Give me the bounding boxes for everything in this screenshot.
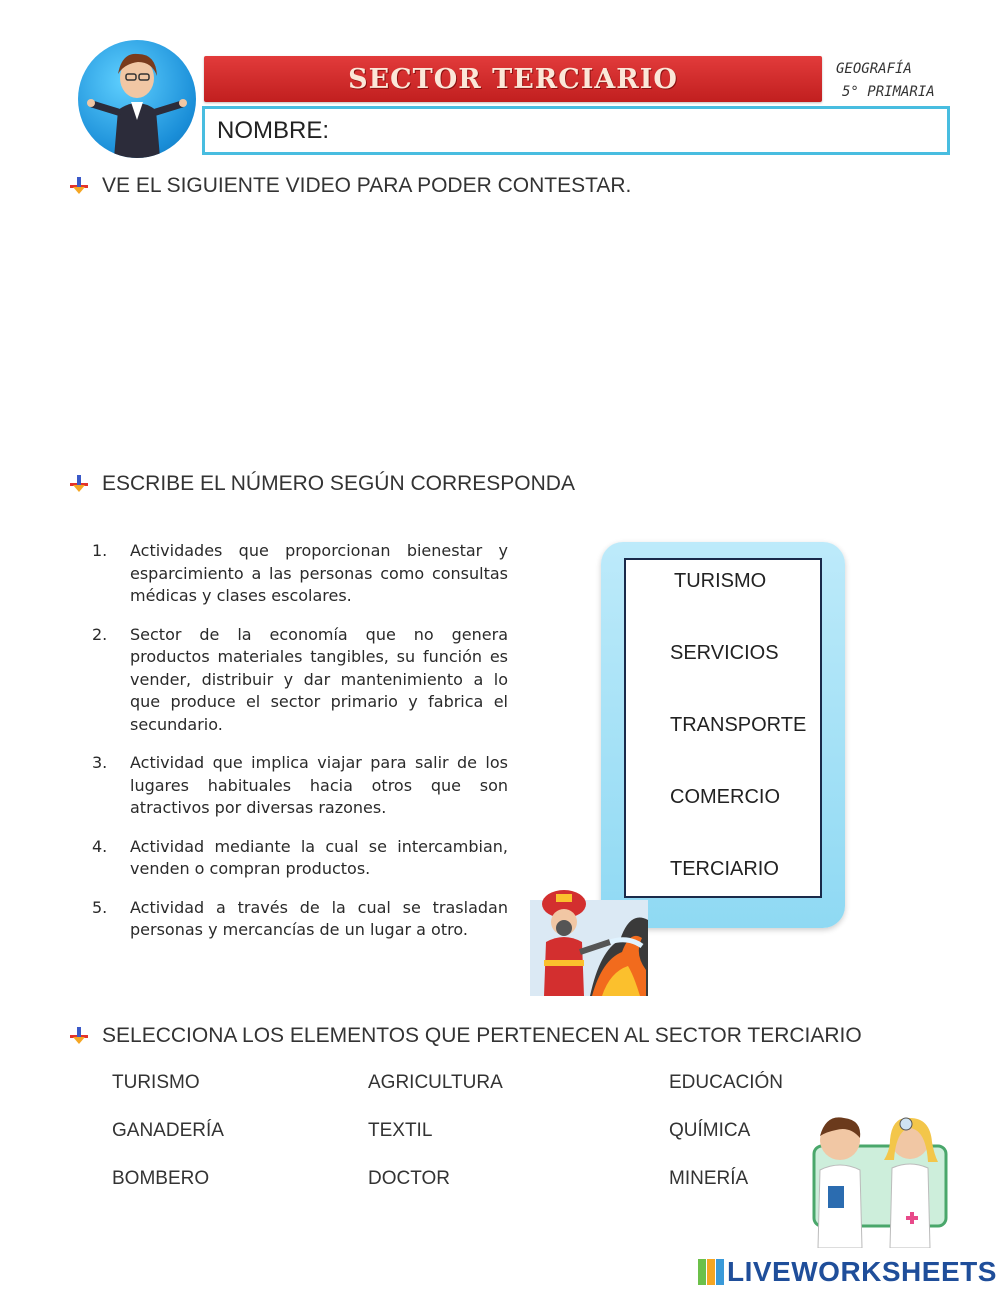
- word-terciario[interactable]: TERCIARIO: [670, 858, 779, 880]
- word-servicios[interactable]: SERVICIOS: [670, 642, 779, 664]
- arrow-bullet-icon: [70, 475, 88, 493]
- item-number: 4.: [92, 836, 108, 856]
- select-heading: [70, 1024, 862, 1048]
- teacher-illustration: [78, 40, 196, 158]
- teacher-avatar: [78, 40, 196, 158]
- firefighter-icon: [530, 880, 648, 996]
- video-placeholder[interactable]: [70, 210, 930, 450]
- option-textil[interactable]: TEXTIL: [368, 1120, 433, 1141]
- list-item: [92, 752, 508, 820]
- option-agricultura[interactable]: AGRICULTURA: [368, 1072, 503, 1093]
- list-item: [92, 836, 508, 881]
- item-number: 3.: [92, 753, 108, 772]
- subject-name: GEOGRAFÍA: [836, 61, 912, 77]
- numbers-heading: [70, 472, 575, 496]
- video-heading-text: VE EL SIGUIENTE VIDEO PARA PODER CONTESTAR.: [102, 174, 632, 197]
- option-quimica[interactable]: QUÍMICA: [669, 1120, 751, 1141]
- item-text: Actividad que implica viajar para salir de los lugares habituales hacia otros que son atractivos por diversas razones.: [130, 753, 508, 817]
- word-turismo[interactable]: TURISMO: [674, 570, 767, 592]
- word-transporte[interactable]: TRANSPORTE: [670, 714, 807, 736]
- item-number: 1.: [92, 541, 108, 560]
- liveworksheets-logo-icon: [698, 1259, 724, 1285]
- video-heading: [70, 174, 631, 198]
- option-educacion[interactable]: EDUCACIÓN: [669, 1072, 784, 1093]
- list-item: [92, 897, 508, 942]
- select-heading-text: SELECCIONA LOS ELEMENTOS QUE PERTENECEN AL SECTOR TERCIARIO: [102, 1024, 862, 1047]
- option-turismo[interactable]: TURISMO: [112, 1072, 200, 1093]
- item-text: Sector de la economía que no genera productos materiales tangibles, su función es vender, distribuir y dar mantenimiento a lo que produce el sector primario y fabrica el secundario.: [130, 624, 508, 734]
- definitions-list: [92, 540, 508, 958]
- numbers-heading-text: ESCRIBE EL NÚMERO SEGÚN CORRESPONDA: [102, 472, 575, 495]
- logo-text: LIVEWORKSHEETS: [727, 1256, 997, 1287]
- firefighter-illustration: [530, 880, 648, 996]
- liveworksheets-logo: [698, 1256, 997, 1288]
- option-ganaderia[interactable]: GANADERÍA: [112, 1120, 224, 1141]
- item-text: Actividades que proporcionan bienestar y esparcimiento a las personas como consultas médicas y clases escolares.: [130, 541, 508, 605]
- arrow-bullet-icon: [70, 1027, 88, 1045]
- title-banner: [204, 56, 822, 102]
- name-label: NOMBRE:: [217, 116, 330, 144]
- item-number: 5.: [92, 897, 108, 917]
- item-text: Actividad mediante la cual se intercambian, venden o compran productos.: [130, 836, 508, 878]
- page-title: SECTOR TERCIARIO: [348, 63, 678, 95]
- list-item: [92, 540, 508, 608]
- option-bombero[interactable]: BOMBERO: [112, 1168, 210, 1189]
- list-item: [92, 624, 508, 737]
- doctors-icon: [806, 1110, 952, 1248]
- option-doctor[interactable]: DOCTOR: [368, 1168, 450, 1189]
- option-mineria[interactable]: MINERÍA: [669, 1168, 749, 1189]
- name-field[interactable]: [202, 106, 950, 155]
- word-comercio[interactable]: COMERCIO: [670, 786, 780, 808]
- word-box: [624, 558, 822, 898]
- item-number: 2.: [92, 624, 108, 644]
- subject-label: [836, 58, 966, 104]
- item-text: Actividad a través de la cual se trasladan personas y mercancías de un lugar a otro.: [130, 897, 508, 939]
- doctors-illustration: [806, 1110, 952, 1248]
- grade-label: 5° PRIMARIA: [842, 84, 935, 100]
- arrow-bullet-icon: [70, 177, 88, 195]
